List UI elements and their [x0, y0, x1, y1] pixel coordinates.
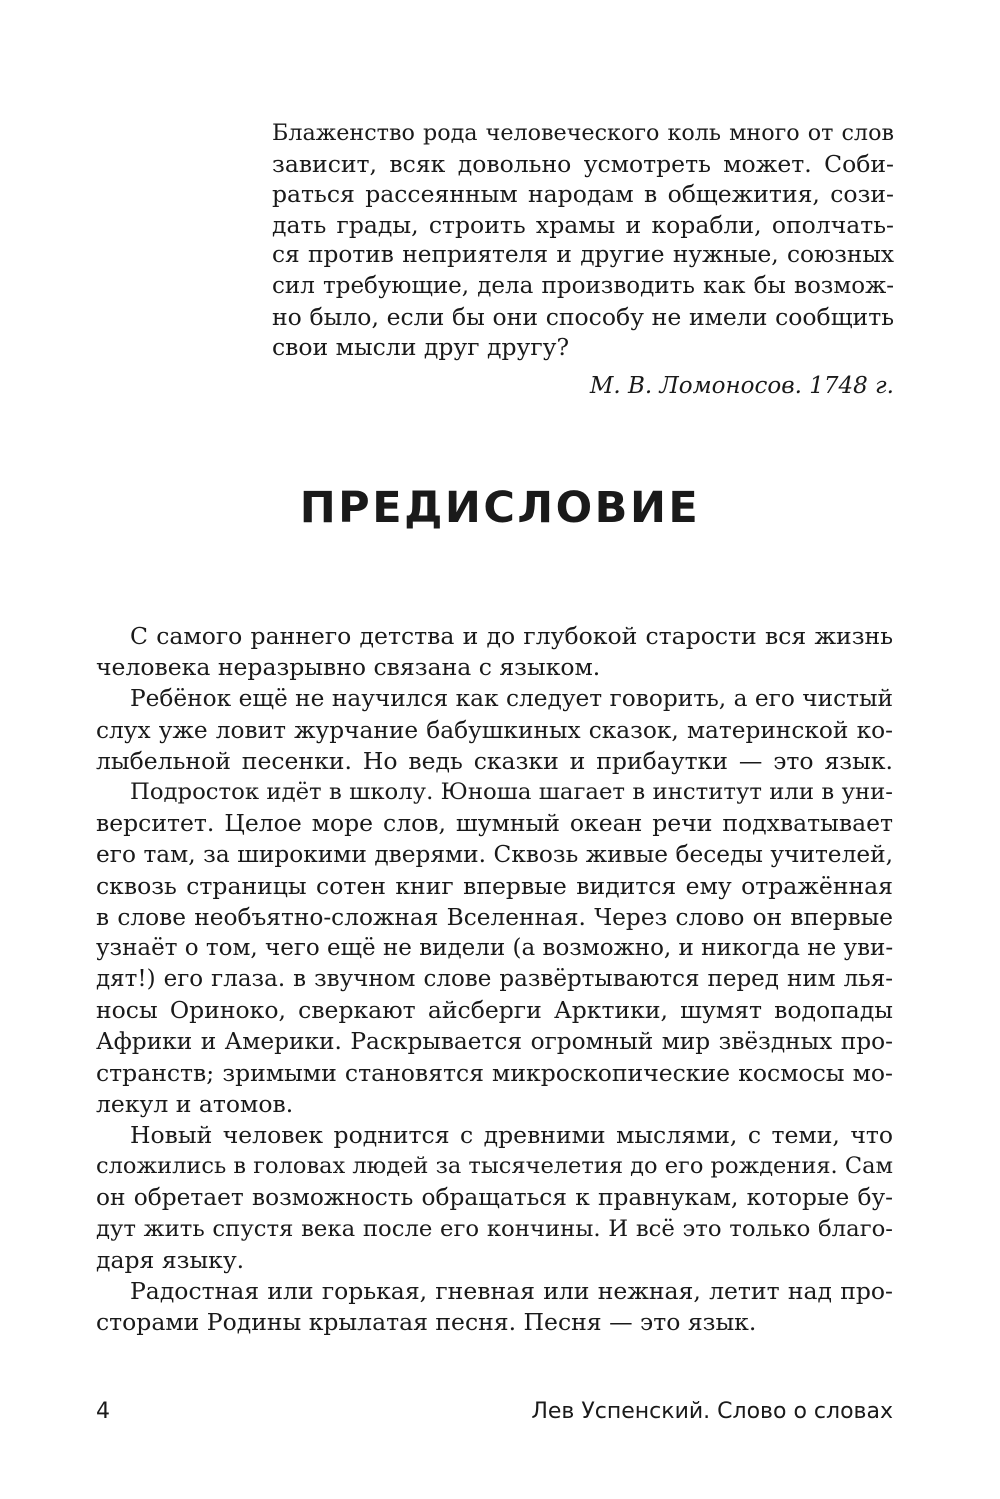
running-title: Лев Успенский. Слово о словах	[531, 1399, 893, 1424]
paragraph-line: слух уже ловит журчание бабушкиных сказок, материнской ко-	[96, 716, 893, 744]
epigraph-line: зависит, всяк довольно усмотреть может. Соби-	[272, 149, 894, 178]
paragraph-line: Африки и Америки. Раскрывается огромный мир звёздных про-	[96, 1028, 893, 1056]
paragraph-line: Радостная или горькая, гневная или нежная, летит над про-	[130, 1276, 893, 1305]
epigraph-line: свои мысли друг другу?	[272, 333, 570, 362]
paragraph-line: сложились в головах людей за тысячелетия до его рождения. Сам	[96, 1153, 893, 1180]
paragraph-line: сквозь страницы сотен книг впервые видится ему отражённая	[96, 871, 893, 900]
epigraph	[272, 118, 894, 363]
paragraph-line: С самого раннего детства и до глубокой старости вся жизнь	[130, 622, 893, 650]
epigraph-line: но было, если бы они способу не имели сообщить	[272, 302, 894, 331]
epigraph-line: ся против неприятеля и другие нужные, союзных	[272, 241, 894, 269]
paragraph-line: его там, за широкими дверями. Сквозь живые беседы учителей,	[96, 841, 893, 869]
paragraph-line: Ребёнок ещё не научился как следует говорить, а его чистый	[130, 685, 893, 713]
page-footer	[96, 1395, 893, 1429]
paragraph-line: лекул и атомов.	[96, 1089, 294, 1118]
paragraph-line: даря языку.	[96, 1245, 245, 1274]
paragraph-line: Новый человек роднится с древними мыслями, с теми, что	[130, 1121, 893, 1149]
paragraph-line: носы Ориноко, сверкают айсберги Арктики, шумят водопады	[96, 996, 893, 1025]
paragraph-line: человека неразрывно связана с языком.	[96, 653, 601, 682]
paragraph-line: Подросток идёт в школу. Юноша шагает в институт или в уни-	[130, 778, 893, 805]
epigraph-line: дать грады, строить храмы и корабли, ополчать-	[272, 210, 894, 239]
page-number: 4	[96, 1399, 110, 1424]
paragraph-line: он обретает возможность обращаться к правнукам, которые бу-	[96, 1184, 893, 1212]
epigraph-line: раться рассеянным народам в общежития, сози-	[272, 180, 894, 209]
paragraph-line: дят!) его глаза. в звучном слове развёртываются перед ним лья-	[96, 966, 893, 993]
paragraph-line: сторами Родины крылатая песня. Песня — это язык.	[96, 1308, 757, 1337]
epigraph-line: Блаженство рода человеческого коль много от слов	[272, 120, 894, 146]
paragraph-line: дут жить спустя века после его кончины. И всё это только благо-	[96, 1215, 893, 1242]
paragraph-line: верситет. Целое море слов, шумный океан речи подхватывает	[96, 809, 893, 838]
paragraph-line: в слове необъятно-сложная Вселенная. Через слово он впервые	[96, 903, 893, 931]
epigraph-attribution: М. В. Ломоносов. 1748 г.	[589, 373, 894, 399]
paragraph-line: странств; зримыми становятся микроскопические космосы мо-	[96, 1058, 893, 1087]
epigraph-line: сил требующие, дела производить как бы возмож-	[272, 272, 894, 299]
paragraph-line: узнаёт о том, чего ещё не видели (а возможно, и никогда не уви-	[96, 934, 893, 961]
paragraph-line: лыбельной песенки. Но ведь сказки и прибаутки — это язык.	[96, 746, 893, 775]
chapter-title: ПРЕДИСЛОВИЕ	[299, 483, 701, 533]
body-text	[96, 621, 893, 1338]
